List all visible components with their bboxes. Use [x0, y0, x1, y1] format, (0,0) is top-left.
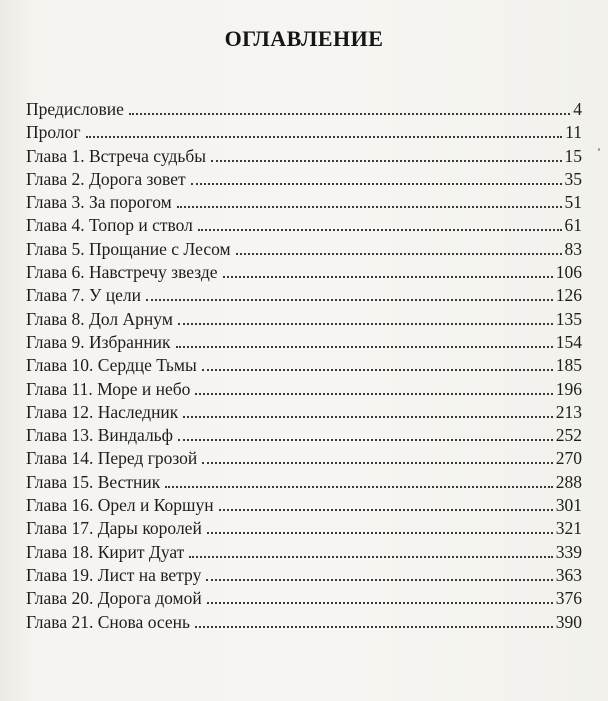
- dot-leader: [183, 416, 552, 418]
- toc-entry-label: Глава 8. Дол Арнум: [26, 308, 173, 329]
- toc-entry-label: Глава 3. За порогом: [26, 192, 172, 213]
- toc-entry: [26, 238, 582, 261]
- dot-leader: [202, 462, 552, 464]
- toc-entry: [26, 121, 582, 144]
- toc-entry: [26, 145, 582, 168]
- toc-entry: [26, 611, 582, 634]
- dot-leader: [206, 579, 552, 581]
- toc-entry-label: Глава 18. Кирит Дуат: [26, 541, 185, 562]
- toc-entry-page-number: 339: [555, 541, 582, 562]
- toc-entry-label: Глава 19. Лист на ветру: [26, 564, 202, 585]
- toc-entry: [26, 494, 582, 517]
- toc-entry: [26, 261, 582, 284]
- toc-entry-label: Глава 16. Орел и Коршун: [26, 495, 214, 516]
- toc-entry: [26, 564, 582, 587]
- toc-entry: [26, 587, 582, 610]
- page-title: ОГЛАВЛЕНИЕ: [224, 26, 384, 51]
- dot-leader: [165, 486, 553, 488]
- toc-entry-label: Глава 1. Встреча судьбы: [26, 145, 207, 166]
- toc-entry-label: Пролог: [26, 122, 81, 143]
- toc-entry-label: Глава 20. Дорога домой: [26, 588, 202, 609]
- toc-entry: [26, 284, 582, 307]
- dot-leader: [223, 276, 553, 278]
- dot-leader: [207, 532, 553, 534]
- toc-entry-page-number: 321: [555, 518, 582, 539]
- toc-entry: [26, 401, 582, 424]
- dot-leader: [176, 346, 553, 348]
- toc-entry-label: Глава 14. Перед грозой: [26, 448, 198, 469]
- toc-entry-label: Глава 15. Вестник: [26, 471, 161, 492]
- paper-speck: [598, 148, 600, 151]
- dot-leader: [86, 136, 563, 138]
- toc-entry: [26, 331, 582, 354]
- toc-entry-label: Глава 7. У цели: [26, 285, 141, 306]
- toc-entry-label: Предисловие: [26, 99, 124, 119]
- toc-entry-label: Глава 6. Навстречу звезде: [26, 262, 218, 283]
- toc-entry-page-number: 15: [564, 145, 582, 166]
- toc-entry-page-number: 61: [564, 215, 582, 236]
- toc-entry-page-number: 11: [565, 122, 582, 143]
- toc-entry-page-number: 35: [564, 168, 582, 189]
- toc-entry-label: Глава 10. Сердце Тьмы: [26, 355, 197, 376]
- toc-entry: [26, 98, 582, 121]
- dot-leader: [178, 439, 553, 441]
- toc-entry-page-number: 154: [555, 331, 582, 352]
- toc-entry-page-number: 376: [555, 588, 582, 609]
- toc-entry-label: Глава 5. Прощание с Лесом: [26, 238, 231, 259]
- dot-leader: [129, 113, 570, 115]
- toc-entry-page-number: 126: [555, 285, 582, 306]
- toc-entry-label: Глава 13. Виндальф: [26, 425, 174, 446]
- toc-entry-page-number: 185: [555, 355, 582, 376]
- toc-entry-page-number: 270: [555, 448, 582, 469]
- dot-leader: [195, 626, 553, 628]
- toc-entry: [26, 424, 582, 447]
- dot-leader: [195, 393, 552, 395]
- toc-entry-page-number: 288: [555, 471, 582, 492]
- toc-entry-page-number: 196: [555, 378, 582, 399]
- toc-entry-label: Глава 2. Дорога зовет: [26, 168, 186, 189]
- toc-entry: [26, 354, 582, 377]
- dot-leader: [211, 160, 561, 162]
- table-of-contents: [26, 98, 582, 634]
- toc-entry: [26, 471, 582, 494]
- toc-entry-page-number: 301: [555, 495, 582, 516]
- toc-entry-page-number: 213: [555, 401, 582, 422]
- dot-leader: [178, 323, 553, 325]
- toc-entry: [26, 447, 582, 470]
- toc-entry-page-number: 363: [555, 564, 582, 585]
- toc-entry-page-number: 106: [555, 262, 582, 283]
- toc-entry-label: Глава 4. Топор и ствол: [26, 215, 193, 236]
- toc-entry: [26, 308, 582, 331]
- toc-entry-page-number: 252: [555, 425, 582, 446]
- toc-entry-label: Глава 12. Наследник: [26, 401, 179, 422]
- toc-entry: [26, 541, 582, 564]
- toc-entry-page-number: 390: [555, 611, 582, 632]
- toc-entry-label: Глава 9. Избранник: [26, 331, 171, 352]
- toc-entry-page-number: 51: [564, 192, 582, 213]
- dot-leader: [219, 509, 553, 511]
- toc-entry: [26, 517, 582, 540]
- dot-leader: [207, 602, 553, 604]
- dot-leader: [189, 556, 552, 558]
- toc-entry: [26, 191, 582, 214]
- dot-leader: [177, 206, 562, 208]
- toc-entry-label: Глава 21. Снова осень: [26, 611, 190, 632]
- dot-leader: [236, 253, 562, 255]
- toc-entry-label: Глава 17. Дары королей: [26, 518, 202, 539]
- dot-leader: [191, 183, 562, 185]
- toc-entry-page-number: 83: [564, 238, 582, 259]
- dot-leader: [202, 369, 553, 371]
- toc-entry-label: Глава 11. Море и небо: [26, 378, 191, 399]
- toc-entry: [26, 214, 582, 237]
- toc-entry: [26, 378, 582, 401]
- dot-leader: [146, 299, 553, 301]
- toc-entry-page-number: 4: [573, 99, 582, 119]
- dot-leader: [198, 229, 562, 231]
- toc-entry: [26, 168, 582, 191]
- toc-entry-page-number: 135: [555, 308, 582, 329]
